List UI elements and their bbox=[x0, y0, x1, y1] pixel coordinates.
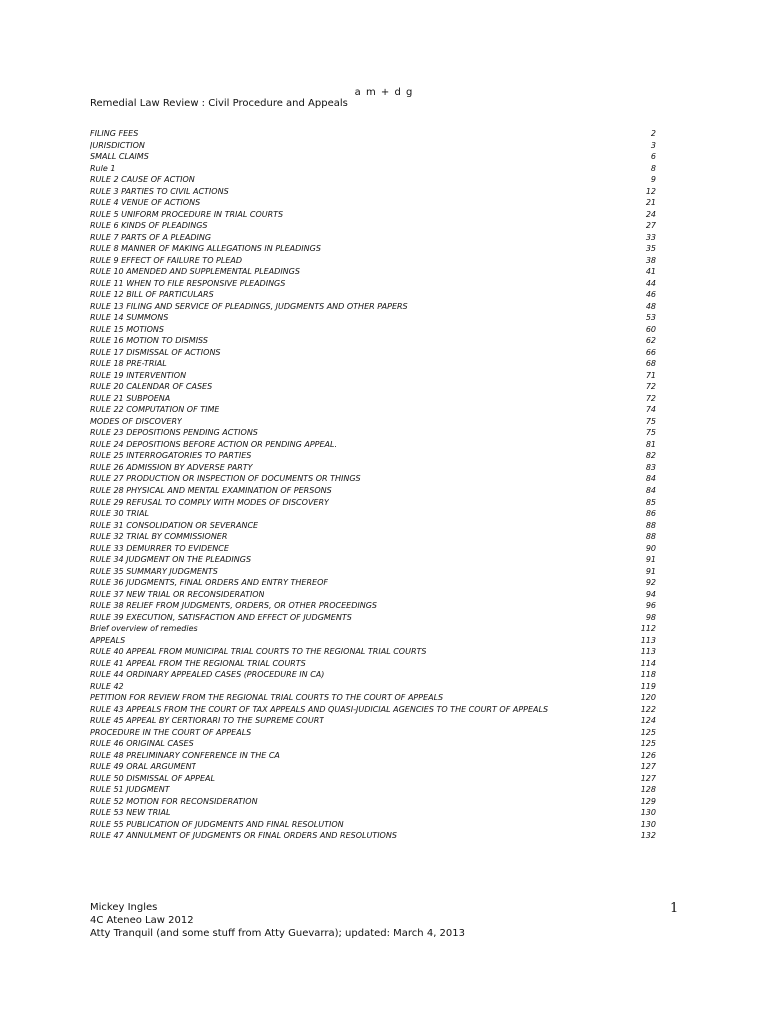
toc-entry-label: APPEALS bbox=[90, 635, 126, 645]
toc-entry-label: RULE 43 APPEALS FROM THE COURT OF TAX APPEALS AND QUASI-JUDICIAL AGENCIES TO THE COURT OF APPEALS bbox=[90, 704, 549, 714]
toc-entry[interactable] bbox=[90, 358, 656, 370]
toc-entry-label: RULE 42 bbox=[90, 681, 124, 691]
toc-entry-page: 68 bbox=[645, 359, 656, 369]
toc-entry-page: 126 bbox=[640, 750, 656, 760]
toc-entry-page: 125 bbox=[640, 739, 656, 749]
toc-entry-page: 88 bbox=[645, 532, 656, 542]
header-motto: a m + d g bbox=[354, 87, 414, 98]
toc-entry-page: 88 bbox=[645, 520, 656, 530]
toc-entry-label: RULE 34 JUDGMENT ON THE PLEADINGS bbox=[90, 555, 252, 565]
toc-entry[interactable] bbox=[90, 807, 656, 819]
toc-entry[interactable] bbox=[90, 543, 656, 555]
toc-entry[interactable] bbox=[90, 738, 656, 750]
toc-entry-page: 94 bbox=[645, 589, 656, 599]
toc-entry-label: RULE 32 TRIAL BY COMMISSIONER bbox=[90, 532, 228, 542]
toc-entry[interactable] bbox=[90, 704, 656, 716]
toc-entry-page: 3 bbox=[650, 140, 656, 150]
toc-entry-page: 84 bbox=[645, 485, 656, 495]
toc-entry-label: RULE 29 REFUSAL TO COMPLY WITH MODES OF DISCOVERY bbox=[90, 497, 329, 507]
toc-entry-label: RULE 48 PRELIMINARY CONFERENCE IN THE CA bbox=[90, 750, 280, 760]
toc-entry[interactable] bbox=[90, 393, 656, 405]
toc-entry[interactable] bbox=[90, 577, 656, 589]
toc-entry[interactable] bbox=[90, 784, 656, 796]
toc-entry-page: 38 bbox=[645, 255, 656, 265]
toc-entry[interactable] bbox=[90, 450, 656, 462]
toc-entry[interactable] bbox=[90, 255, 656, 267]
toc-entry[interactable] bbox=[90, 243, 656, 255]
toc-entry-label: RULE 9 EFFECT OF FAILURE TO PLEAD bbox=[90, 255, 242, 265]
toc-entry-page: 96 bbox=[645, 601, 656, 611]
toc-entry-label: RULE 22 COMPUTATION OF TIME bbox=[90, 405, 220, 415]
toc-entry-label: JURISDICTION bbox=[90, 140, 145, 150]
toc-entry-label: RULE 13 FILING AND SERVICE OF PLEADINGS, JUDGMENTS AND OTHER PAPERS bbox=[90, 301, 408, 311]
toc-entry-page: 75 bbox=[645, 416, 656, 426]
page-number: 1 bbox=[670, 901, 679, 916]
toc-entry[interactable] bbox=[90, 761, 656, 773]
toc-entry-label: RULE 37 NEW TRIAL OR RECONSIDERATION bbox=[90, 589, 265, 599]
toc-entry-label: RULE 7 PARTS OF A PLEADING bbox=[90, 232, 212, 242]
toc-entry-page: 113 bbox=[640, 635, 656, 645]
toc-entry-label: RULE 6 KINDS OF PLEADINGS bbox=[90, 221, 208, 231]
toc-entry-label: RULE 14 SUMMONS bbox=[90, 313, 169, 323]
toc-entry-page: 90 bbox=[645, 543, 656, 553]
toc-entry[interactable] bbox=[90, 174, 656, 186]
toc-entry-label: Rule 1 bbox=[90, 163, 116, 173]
toc-entry-page: 114 bbox=[640, 658, 656, 668]
toc-entry[interactable] bbox=[90, 439, 656, 451]
toc-entry[interactable] bbox=[90, 347, 656, 359]
toc-entry-label: RULE 44 ORDINARY APPEALED CASES (PROCEDURE IN CA) bbox=[90, 670, 325, 680]
toc-entry-page: 33 bbox=[645, 232, 656, 242]
toc-entry-label: RULE 27 PRODUCTION OR INSPECTION OF DOCUMENTS OR THINGS bbox=[90, 474, 361, 484]
toc-entry-page: 27 bbox=[645, 221, 656, 231]
toc-entry[interactable] bbox=[90, 715, 656, 727]
footer bbox=[90, 901, 465, 940]
toc-entry-page: 12 bbox=[645, 186, 656, 196]
toc-entry-label: RULE 45 APPEAL BY CERTIORARI TO THE SUPREME COURT bbox=[90, 716, 325, 726]
toc-entry[interactable] bbox=[90, 163, 656, 175]
toc-entry-page: 21 bbox=[645, 198, 656, 208]
toc-entry-label: RULE 24 DEPOSITIONS BEFORE ACTION OR PENDING APPEAL. bbox=[90, 439, 337, 449]
toc-entry-label: RULE 4 VENUE OF ACTIONS bbox=[90, 198, 201, 208]
toc-entry-page: 46 bbox=[645, 290, 656, 300]
toc-entry[interactable] bbox=[90, 600, 656, 612]
table-of-contents bbox=[90, 128, 656, 842]
toc-entry-label: RULE 40 APPEAL FROM MUNICIPAL TRIAL COURTS TO THE REGIONAL TRIAL COURTS bbox=[90, 647, 427, 657]
toc-entry-label: RULE 11 WHEN TO FILE RESPONSIVE PLEADINGS bbox=[90, 278, 286, 288]
toc-entry-page: 119 bbox=[640, 681, 656, 691]
toc-entry-label: RULE 30 TRIAL bbox=[90, 509, 149, 519]
toc-entry[interactable] bbox=[90, 312, 656, 324]
toc-entry-label: RULE 17 DISMISSAL OF ACTIONS bbox=[90, 347, 221, 357]
toc-entry[interactable] bbox=[90, 508, 656, 520]
toc-entry-page: 125 bbox=[640, 727, 656, 737]
toc-entry-label: RULE 49 ORAL ARGUMENT bbox=[90, 762, 197, 772]
toc-entry-label: RULE 50 DISMISSAL OF APPEAL bbox=[90, 773, 215, 783]
toc-entry[interactable] bbox=[90, 266, 656, 278]
toc-entry-label: RULE 53 NEW TRIAL bbox=[90, 808, 171, 818]
toc-entry-label: RULE 23 DEPOSITIONS PENDING ACTIONS bbox=[90, 428, 258, 438]
toc-entry[interactable] bbox=[90, 658, 656, 670]
toc-entry-label: RULE 10 AMENDED AND SUPPLEMENTAL PLEADINGS bbox=[90, 267, 300, 277]
toc-entry-page: 84 bbox=[645, 474, 656, 484]
toc-entry-page: 130 bbox=[640, 819, 656, 829]
toc-entry[interactable] bbox=[90, 427, 656, 439]
toc-entry[interactable] bbox=[90, 520, 656, 532]
toc-entry[interactable] bbox=[90, 830, 656, 842]
toc-entry-page: 48 bbox=[645, 301, 656, 311]
toc-entry[interactable] bbox=[90, 497, 656, 509]
toc-entry-label: RULE 52 MOTION FOR RECONSIDERATION bbox=[90, 796, 258, 806]
toc-entry-label: RULE 21 SUBPOENA bbox=[90, 393, 171, 403]
toc-entry-page: 91 bbox=[645, 555, 656, 565]
toc-entry[interactable] bbox=[90, 635, 656, 647]
document-title: Remedial Law Review : Civil Procedure and Appeals bbox=[90, 98, 348, 109]
toc-entry-page: 85 bbox=[645, 497, 656, 507]
toc-entry-page: 118 bbox=[640, 670, 656, 680]
toc-entry-label: RULE 5 UNIFORM PROCEDURE IN TRIAL COURTS bbox=[90, 209, 284, 219]
toc-entry-page: 9 bbox=[650, 175, 656, 185]
toc-entry[interactable] bbox=[90, 140, 656, 152]
toc-entry-label: RULE 39 EXECUTION, SATISFACTION AND EFFECT OF JUDGMENTS bbox=[90, 612, 352, 622]
toc-entry-page: 6 bbox=[650, 152, 656, 162]
toc-entry-page: 128 bbox=[640, 785, 656, 795]
toc-entry-page: 35 bbox=[645, 244, 656, 254]
toc-entry-label: FILING FEES bbox=[90, 129, 139, 138]
toc-entry-label: RULE 20 CALENDAR OF CASES bbox=[90, 382, 213, 392]
toc-entry-page: 24 bbox=[645, 209, 656, 219]
toc-entry-label: RULE 26 ADMISSION BY ADVERSE PARTY bbox=[90, 462, 253, 472]
toc-entry[interactable] bbox=[90, 623, 656, 635]
toc-entry-page: 127 bbox=[640, 773, 656, 783]
toc-entry[interactable] bbox=[90, 220, 656, 232]
toc-entry-page: 113 bbox=[640, 647, 656, 657]
toc-entry-label: RULE 12 BILL OF PARTICULARS bbox=[90, 290, 214, 300]
toc-entry-label: RULE 46 ORIGINAL CASES bbox=[90, 739, 194, 749]
toc-entry[interactable] bbox=[90, 128, 656, 140]
toc-entry-page: 71 bbox=[645, 370, 656, 380]
toc-entry-page: 132 bbox=[640, 831, 656, 841]
toc-entry[interactable] bbox=[90, 381, 656, 393]
toc-entry-label: RULE 47 ANNULMENT OF JUDGMENTS OR FINAL ORDERS AND RESOLUTIONS bbox=[90, 831, 397, 841]
toc-entry-label: RULE 8 MANNER OF MAKING ALLEGATIONS IN PLEADINGS bbox=[90, 244, 321, 254]
toc-entry[interactable] bbox=[90, 750, 656, 762]
toc-entry-label: RULE 16 MOTION TO DISMISS bbox=[90, 336, 208, 346]
toc-entry[interactable] bbox=[90, 819, 656, 831]
toc-entry-label: PROCEDURE IN THE COURT OF APPEALS bbox=[90, 727, 252, 737]
footer-class: 4C Ateneo Law 2012 bbox=[90, 915, 194, 926]
toc-entry[interactable] bbox=[90, 151, 656, 163]
toc-entry[interactable] bbox=[90, 335, 656, 347]
toc-entry-page: 74 bbox=[645, 405, 656, 415]
toc-entry-page: 112 bbox=[640, 624, 656, 634]
toc-entry[interactable] bbox=[90, 404, 656, 416]
toc-entry[interactable] bbox=[90, 589, 656, 601]
toc-entry-label: RULE 31 CONSOLIDATION OR SEVERANCE bbox=[90, 520, 259, 530]
toc-entry[interactable] bbox=[90, 278, 656, 290]
toc-entry-page: 120 bbox=[640, 693, 656, 703]
toc-entry[interactable] bbox=[90, 681, 656, 693]
toc-entry-label: PETITION FOR REVIEW FROM THE REGIONAL TRIAL COURTS TO THE COURT OF APPEALS bbox=[90, 693, 444, 703]
toc-entry-page: 53 bbox=[645, 313, 656, 323]
toc-entry-label: RULE 18 PRE-TRIAL bbox=[90, 359, 167, 369]
toc-entry[interactable] bbox=[90, 324, 656, 336]
toc-entry[interactable] bbox=[90, 209, 656, 221]
toc-entry[interactable] bbox=[90, 289, 656, 301]
toc-entry[interactable] bbox=[90, 197, 656, 209]
toc-entry-label: RULE 35 SUMMARY JUDGMENTS bbox=[90, 566, 218, 576]
toc-entry-page: 72 bbox=[645, 393, 656, 403]
toc-entry[interactable] bbox=[90, 301, 656, 313]
toc-entry-page: 66 bbox=[645, 347, 656, 357]
toc-entry-page: 62 bbox=[645, 336, 656, 346]
toc-entry[interactable] bbox=[90, 473, 656, 485]
toc-entry[interactable] bbox=[90, 232, 656, 244]
toc-entry-page: 86 bbox=[645, 509, 656, 519]
toc-entry-page: 8 bbox=[650, 163, 656, 173]
toc-entry-label: RULE 3 PARTIES TO CIVIL ACTIONS bbox=[90, 186, 229, 196]
toc-entry[interactable] bbox=[90, 554, 656, 566]
toc-entry-page: 122 bbox=[640, 704, 656, 714]
toc-entry-label: SMALL CLAIMS bbox=[90, 152, 149, 162]
toc-entry-label: RULE 2 CAUSE OF ACTION bbox=[90, 175, 195, 185]
toc-entry[interactable] bbox=[90, 727, 656, 739]
toc-entry-page: 82 bbox=[645, 451, 656, 461]
toc-entry-page: 124 bbox=[640, 716, 656, 726]
toc-entry-label: RULE 15 MOTIONS bbox=[90, 324, 164, 334]
toc-entry-label: MODES OF DISCOVERY bbox=[90, 416, 182, 426]
toc-entry-label: RULE 41 APPEAL FROM THE REGIONAL TRIAL COURTS bbox=[90, 658, 306, 668]
toc-entry[interactable] bbox=[90, 186, 656, 198]
toc-entry-page: 60 bbox=[645, 324, 656, 334]
toc-entry[interactable] bbox=[90, 462, 656, 474]
toc-entry-label: RULE 19 INTERVENTION bbox=[90, 370, 187, 380]
toc-entry-label: RULE 51 JUDGMENT bbox=[90, 785, 170, 795]
toc-entry[interactable] bbox=[90, 416, 656, 428]
toc-entry[interactable] bbox=[90, 646, 656, 658]
toc-entry[interactable] bbox=[90, 485, 656, 497]
toc-entry-page: 83 bbox=[645, 462, 656, 472]
toc-entry-page: 127 bbox=[640, 762, 656, 772]
toc-entry[interactable] bbox=[90, 612, 656, 624]
toc-entry-page: 2 bbox=[650, 129, 656, 138]
toc-entry-page: 81 bbox=[645, 439, 656, 449]
footer-note: Atty Tranquil (and some stuff from Atty Guevarra); updated: March 4, 2013 bbox=[90, 928, 465, 939]
toc-entry-page: 75 bbox=[645, 428, 656, 438]
toc-entry-page: 92 bbox=[645, 578, 656, 588]
toc-entry[interactable] bbox=[90, 370, 656, 382]
toc-entry-label: RULE 36 JUDGMENTS, FINAL ORDERS AND ENTRY THEREOF bbox=[90, 578, 328, 588]
toc-entry[interactable] bbox=[90, 566, 656, 578]
toc-entry-label: RULE 28 PHYSICAL AND MENTAL EXAMINATION OF PERSONS bbox=[90, 485, 332, 495]
toc-entry-label: RULE 25 INTERROGATORIES TO PARTIES bbox=[90, 451, 252, 461]
toc-entry-page: 129 bbox=[640, 796, 656, 806]
toc-entry-page: 72 bbox=[645, 382, 656, 392]
toc-entry-label: RULE 33 DEMURRER TO EVIDENCE bbox=[90, 543, 229, 553]
toc-entry[interactable] bbox=[90, 669, 656, 681]
toc-entry-page: 44 bbox=[645, 278, 656, 288]
toc-entry-page: 41 bbox=[645, 267, 656, 277]
toc-entry-label: RULE 55 PUBLICATION OF JUDGMENTS AND FINAL RESOLUTION bbox=[90, 819, 344, 829]
toc-entry-page: 130 bbox=[640, 808, 656, 818]
toc-entry-page: 98 bbox=[645, 612, 656, 622]
footer-author: Mickey Ingles bbox=[90, 902, 158, 913]
toc-entry-label: Brief overview of remedies bbox=[90, 624, 198, 634]
toc-entry[interactable] bbox=[90, 773, 656, 785]
toc-entry-page: 91 bbox=[645, 566, 656, 576]
toc-entry[interactable] bbox=[90, 796, 656, 808]
toc-entry[interactable] bbox=[90, 531, 656, 543]
toc-entry[interactable] bbox=[90, 692, 656, 704]
toc-entry-label: RULE 38 RELIEF FROM JUDGMENTS, ORDERS, OR OTHER PROCEEDINGS bbox=[90, 601, 377, 611]
